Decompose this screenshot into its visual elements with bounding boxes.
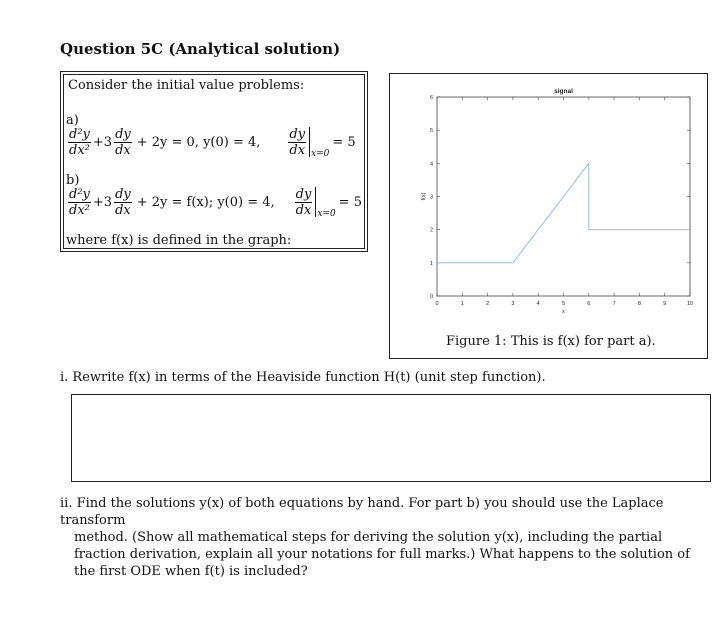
x-axis-label: x <box>562 309 565 315</box>
coef-3: +3 <box>92 134 113 150</box>
frac-den: dx² <box>69 202 90 218</box>
frac-num: dy <box>295 186 312 202</box>
first-derivative <box>114 128 132 157</box>
x-tick-label: 0 <box>435 301 439 307</box>
x-tick-label: 3 <box>511 301 515 307</box>
chart-title: signal <box>554 88 573 95</box>
frac-den: dx <box>115 142 131 158</box>
initial-derivative <box>286 127 355 157</box>
where-text: where f(x) is defined in the graph: <box>66 233 292 248</box>
frac-num: dy <box>115 186 131 202</box>
answer-box[interactable] <box>71 394 711 482</box>
question-title: Question 5C (Analytical solution) <box>60 40 341 58</box>
y-tick-label: 0 <box>429 294 433 300</box>
y-tick-label: 6 <box>429 95 433 101</box>
question-ii-rest: method. (Show all mathematical steps for deriving the solution y(x), including the partial fraction derivation, explain all your notations for full marks.) What happens to the solution of the first ODE when f(t) is included? <box>74 530 690 579</box>
frac-den: dx² <box>69 142 90 158</box>
intro-text: Consider the initial value problems: <box>68 78 305 93</box>
y-tick-label: 2 <box>429 227 433 234</box>
frac-den: dx <box>115 202 131 218</box>
eval-subscript: x=0 <box>311 149 330 159</box>
part-a-equation <box>66 127 356 157</box>
y-tick-label: 3 <box>429 194 433 201</box>
part-b-equation <box>66 187 362 217</box>
second-derivative <box>68 188 91 217</box>
x-tick-label: 6 <box>587 301 591 307</box>
figure-caption: Figure 1: This is f(x) for part a). <box>446 334 656 349</box>
problem-box-inner <box>63 74 365 249</box>
frac-num: d²y <box>69 186 90 202</box>
equation-rest: + 2y = 0, y(0) = 4, <box>136 134 261 150</box>
ic-value: = 5 <box>338 194 362 210</box>
x-tick-label: 10 <box>686 301 694 307</box>
initial-derivative <box>293 187 362 217</box>
coef-3: +3 <box>92 194 113 210</box>
y-tick-label: 1 <box>429 260 433 267</box>
question-ii-first-line: ii. Find the solutions y(x) of both equations by hand. For part b) you should use the Laplace transform <box>60 496 664 528</box>
frac-num: d²y <box>69 126 90 142</box>
frac-den: dx <box>295 202 312 218</box>
frac-num: dy <box>115 126 131 142</box>
frac-den: dx <box>289 142 306 158</box>
x-tick-label: 5 <box>561 301 566 307</box>
y-axis-label: f(x) <box>421 192 427 201</box>
y-tick-label: 5 <box>429 128 433 135</box>
eval-bar <box>309 127 310 157</box>
eval-subscript: x=0 <box>317 209 336 219</box>
ic-derivative <box>295 188 313 217</box>
frac-num: dy <box>289 126 306 142</box>
x-tick-label: 1 <box>460 301 464 307</box>
question-i: i. Rewrite f(x) in terms of the Heaviside function H(t) (unit step function). <box>60 370 546 385</box>
second-derivative <box>68 128 91 157</box>
signal-chart <box>390 74 707 324</box>
x-tick-label: 9 <box>663 301 667 307</box>
x-tick-label: 4 <box>536 301 540 307</box>
y-tick-label: 4 <box>429 161 433 168</box>
eval-bar <box>315 187 316 217</box>
first-derivative <box>114 188 132 217</box>
x-tick-label: 7 <box>612 301 616 307</box>
problem-box <box>60 71 368 252</box>
question-ii <box>60 495 690 580</box>
x-tick-label: 2 <box>486 301 490 307</box>
part-b-label: b) <box>66 173 80 188</box>
ic-value: = 5 <box>332 134 356 150</box>
x-tick-label: 8 <box>637 301 641 307</box>
equation-rest: + 2y = f(x); y(0) = 4, <box>136 194 275 210</box>
figure-box <box>389 73 708 359</box>
part-a-label: a) <box>66 113 79 128</box>
ic-derivative <box>288 128 306 157</box>
